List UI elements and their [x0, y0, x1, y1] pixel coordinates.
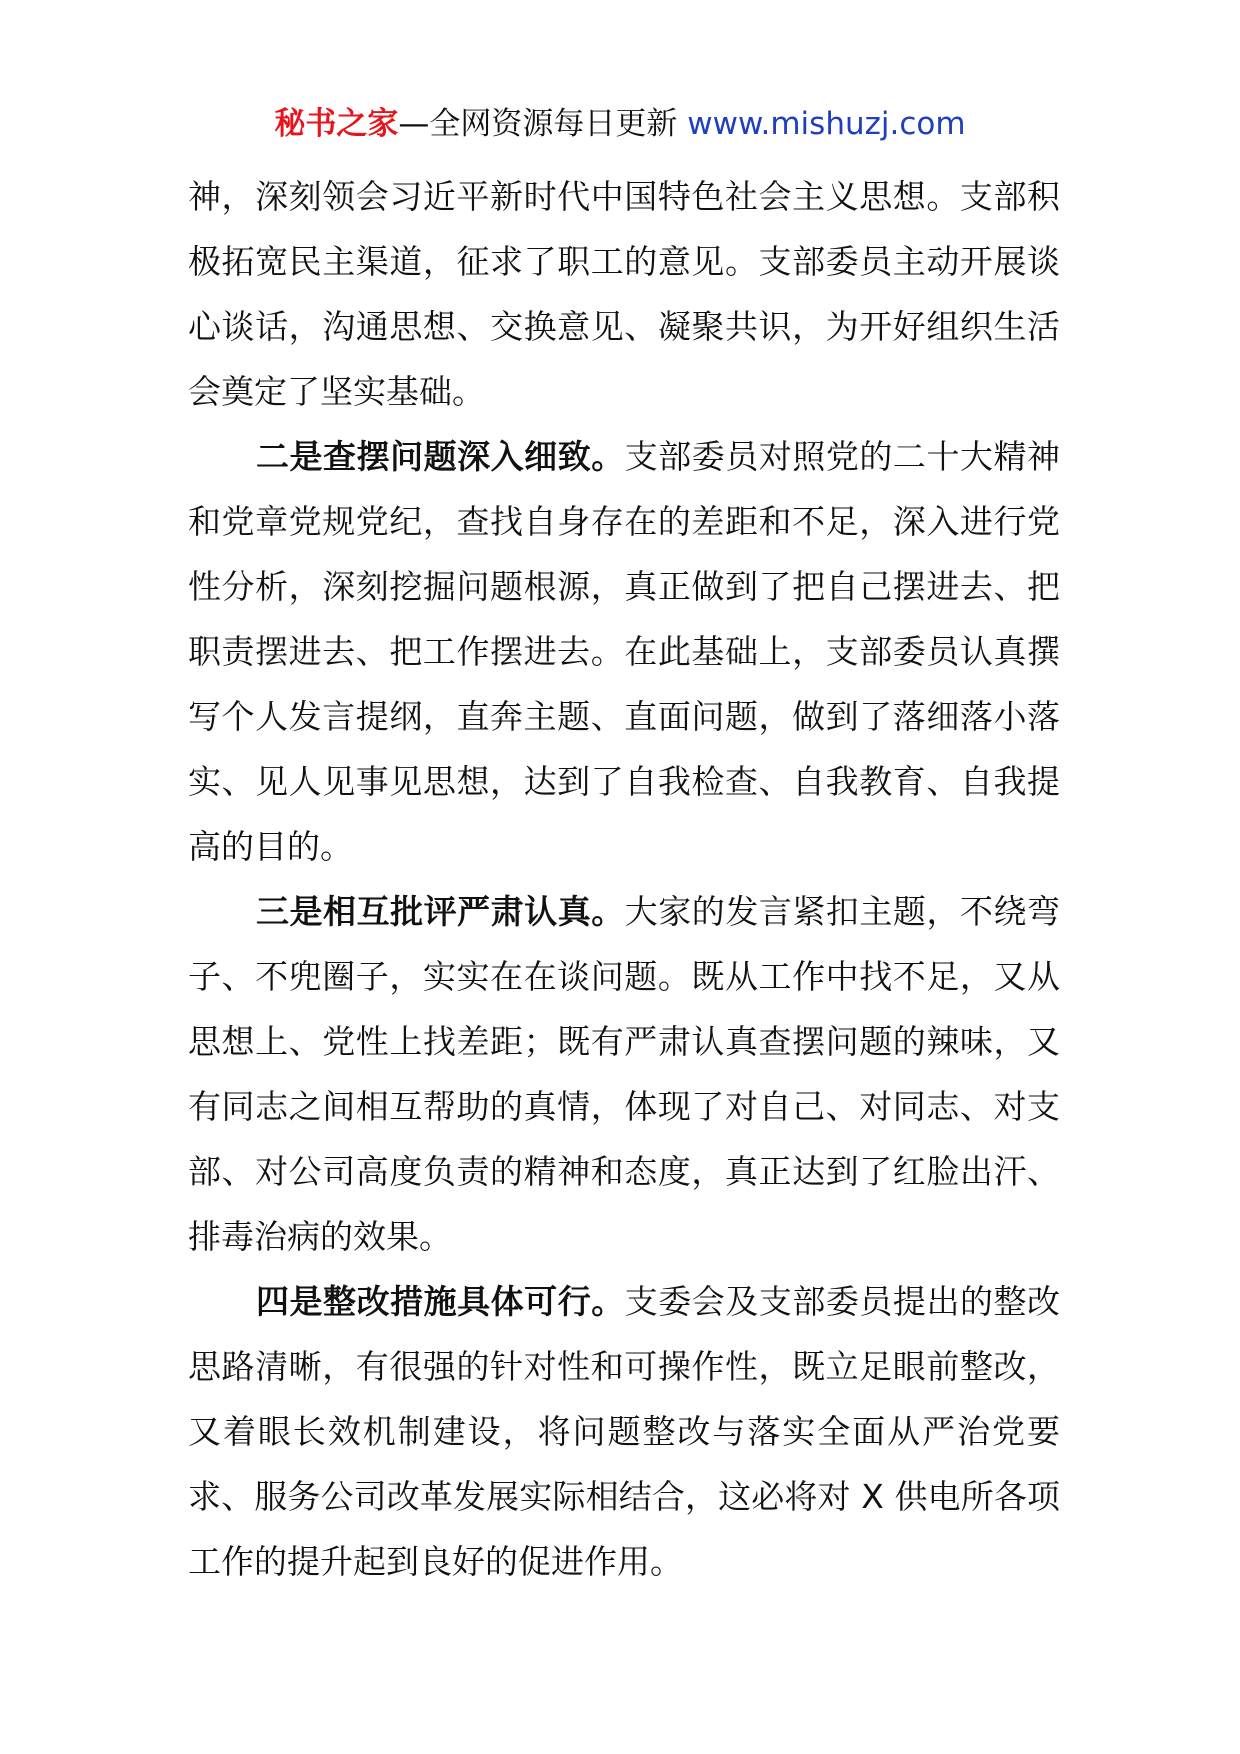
paragraph-point-four	[188, 1269, 1060, 1594]
paragraph-lead: 二是查摆问题深入细致。	[256, 437, 625, 476]
brand-name: 秘书之家	[274, 106, 399, 142]
paragraph-text: 支部委员对照党的二十大精神和党章党规党纪，查找自身存在的差距和不足，深入进行党性分析，深刻挖掘问题根源，真正做到了把自己摆进去、把职责摆进去、把工作摆进去。在此基础上，支部委员认真撰写个人发言提纲，直奔主题、直面问题，做到了落细落小落实、见人见事见思想，达到了自我检查、自我教育、自我提高的目的。	[188, 437, 1061, 866]
paragraph-lead: 四是整改措施具体可行。	[256, 1282, 625, 1321]
header-tagline: —全网资源每日更新	[398, 106, 688, 142]
page-header	[0, 100, 1240, 148]
paragraph-text: 大家的发言紧扣主题，不绕弯子、不兜圈子，实实在在谈问题。既从工作中找不足，又从思想上、党性上找差距；既有严肃认真查摆问题的辣味，又有同志之间相互帮助的真情，体现了对自己、对同志、对支部、对公司高度负责的精神和态度，真正达到了红脸出汗、排毒治病的效果。	[188, 892, 1061, 1256]
paragraph-point-three	[188, 879, 1060, 1269]
paragraph-lead: 三是相互批评严肃认真。	[256, 892, 625, 931]
paragraph-text: 支委会及支部委员提出的整改思路清晰，有很强的针对性和可操作性，既立足眼前整改，又着眼长效机制建设，将问题整改与落实全面从严治党要求、服务公司改革发展实际相结合，这必将对 X 供电所各项工作的提升起到良好的促进作用。	[188, 1282, 1061, 1581]
paragraph-continuation	[188, 164, 1060, 424]
paragraph-text: 神，深刻领会习近平新时代中国特色社会主义思想。支部积极拓宽民主渠道，征求了职工的意见。支部委员主动开展谈心谈话，沟通思想、交换意见、凝聚共识，为开好组织生活会奠定了坚实基础。	[188, 177, 1060, 411]
paragraph-point-two	[188, 424, 1060, 879]
document-body	[188, 164, 1060, 1594]
website-link[interactable]: www.mishuzj.com	[687, 106, 966, 142]
